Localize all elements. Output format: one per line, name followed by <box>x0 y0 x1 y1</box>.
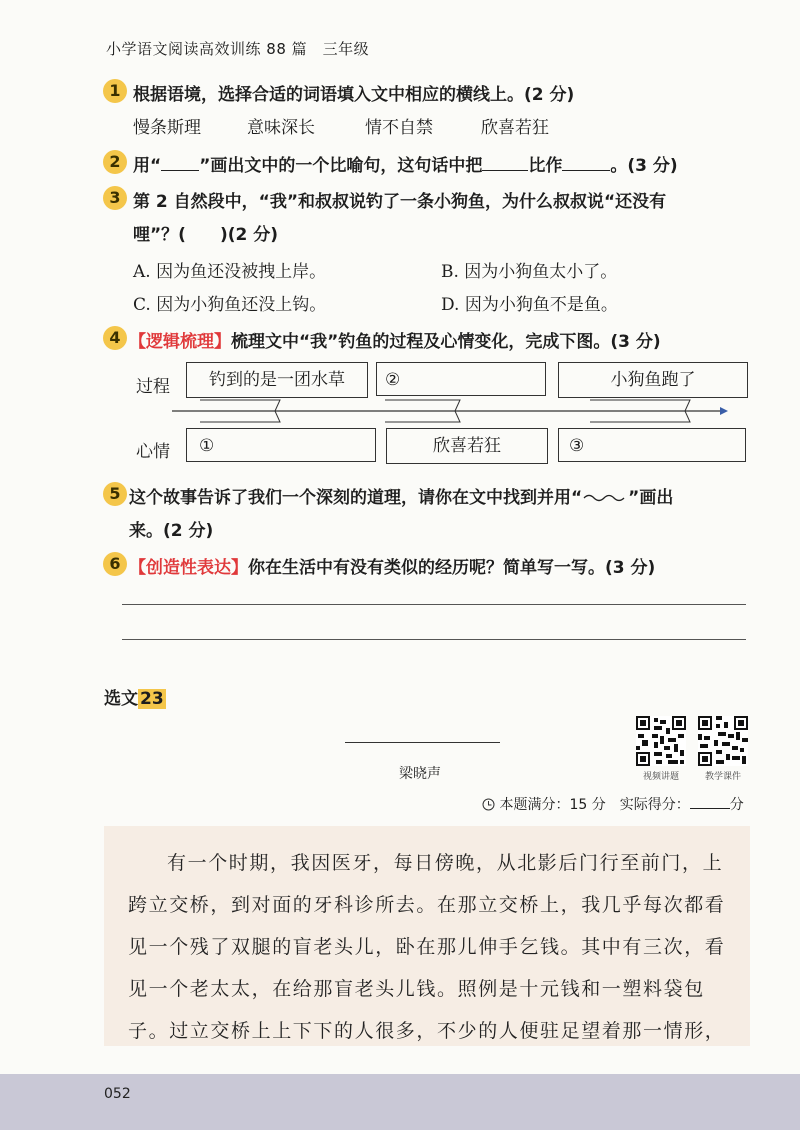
question-number: 3 <box>103 186 127 210</box>
question-5-line2: 来。(2 分) <box>129 521 214 541</box>
answer-line[interactable] <box>122 639 746 640</box>
word-option: 意味深长 <box>247 118 315 138</box>
qr-code-icon[interactable] <box>636 716 686 766</box>
page-number: 052 <box>104 1086 131 1102</box>
question-number: 1 <box>103 79 127 103</box>
mood-box-3[interactable]: ③ <box>558 428 746 462</box>
q4-prompt: 梳理文中“我”钓鱼的过程及心情变化，完成下图。(3 分) <box>231 332 661 352</box>
answer-blank[interactable] <box>482 156 528 171</box>
question-5-line1 <box>129 483 673 508</box>
process-box-3: 小狗鱼跑了 <box>558 362 748 398</box>
qr-label: 教学课件 <box>704 772 741 782</box>
q6-prompt: 你在生活中有没有类似的经历呢？简单写一写。(3 分) <box>248 558 656 578</box>
title-blank-line <box>345 742 500 743</box>
wavy-line-icon <box>582 492 628 504</box>
mood-box-1[interactable]: ① <box>186 428 376 462</box>
answer-line[interactable] <box>122 604 746 605</box>
q2-part: ”画出文中的一个比喻句，这句话中把 <box>199 156 483 176</box>
mood-label: 心情 <box>136 442 170 462</box>
passage-line: 有一个时期，我因医牙，每日傍晚，从北影后门行至前门，上 <box>167 852 724 874</box>
option-a: A. 因为鱼还没被拽上岸。 <box>133 262 327 282</box>
q5-part: 这个故事告诉了我们一个深刻的道理，请你在文中找到并用“ <box>129 488 583 508</box>
passage-line: 子。过立交桥上上下下的人很多，不少的人便驻足望着那一情形， <box>128 1020 726 1042</box>
mood-box-2: 欣喜若狂 <box>386 428 548 464</box>
question-1-text: 根据语境，选择合适的词语填入文中相应的横线上。(2 分) <box>133 85 575 105</box>
score-line <box>482 794 744 814</box>
question-4-text <box>129 327 661 352</box>
q5-part: ”画出 <box>628 488 674 508</box>
process-box-1: 钓到的是一团水草 <box>186 362 368 398</box>
question-3-line2: 哩”？( )(2 分) <box>133 225 278 245</box>
word-option: 欣喜若狂 <box>481 118 549 138</box>
author-name: 梁晓声 <box>399 766 441 782</box>
footer-bar <box>0 1074 800 1130</box>
section-label-text: 选文 <box>104 689 138 709</box>
option-d: D. 因为小狗鱼不是鱼。 <box>441 295 618 315</box>
word-option: 情不自禁 <box>365 118 433 138</box>
option-b: B. 因为小狗鱼太小了。 <box>441 262 618 282</box>
underline-blank <box>161 156 199 171</box>
q2-part: 。(3 分) <box>610 156 678 176</box>
section-number: 23 <box>140 689 164 709</box>
section-label <box>104 684 166 709</box>
word-option: 慢条斯理 <box>133 118 201 138</box>
passage-line: 跨立交桥，到对面的牙科诊所去。在那立交桥上，我几乎每次都看 <box>128 894 726 916</box>
score-unit: 分 <box>729 797 744 813</box>
question-number: 2 <box>103 150 127 174</box>
option-c: C. 因为小狗鱼还没上钩。 <box>133 295 327 315</box>
category-tag: 【逻辑梳理】 <box>129 332 231 352</box>
book-header: 小学语文阅读高效训练 88 篇 三年级 <box>106 40 370 58</box>
passage-line: 见一个老太太，在给那盲老头儿钱。照例是十元钱和一塑料袋包 <box>128 978 705 1000</box>
q2-part: 比作 <box>528 156 563 176</box>
question-number: 5 <box>103 482 127 506</box>
clock-icon <box>482 798 495 811</box>
process-label: 过程 <box>136 377 170 397</box>
score-blank[interactable] <box>690 797 730 809</box>
answer-blank[interactable] <box>562 156 610 171</box>
question-6-text <box>129 553 655 578</box>
question-number: 6 <box>103 552 127 576</box>
question-2-text <box>133 151 678 176</box>
q2-part: 用“ <box>133 156 162 176</box>
category-tag: 【创造性表达】 <box>129 558 248 578</box>
process-box-2[interactable]: ② <box>376 362 546 396</box>
qr-code-icon[interactable] <box>698 716 748 766</box>
question-number: 4 <box>103 326 127 350</box>
question-3-line1: 第 2 自然段中，“我”和叔叔说钓了一条小狗鱼，为什么叔叔说“还没有 <box>133 192 667 212</box>
flow-arrow <box>170 396 730 426</box>
passage-line: 见一个残了双腿的盲老头儿，卧在那儿伸手乞钱。其中有三次，看 <box>128 936 726 958</box>
score-text: 本题满分：15 分 实际得分： <box>499 797 690 813</box>
qr-label: 视频讲题 <box>642 772 679 782</box>
